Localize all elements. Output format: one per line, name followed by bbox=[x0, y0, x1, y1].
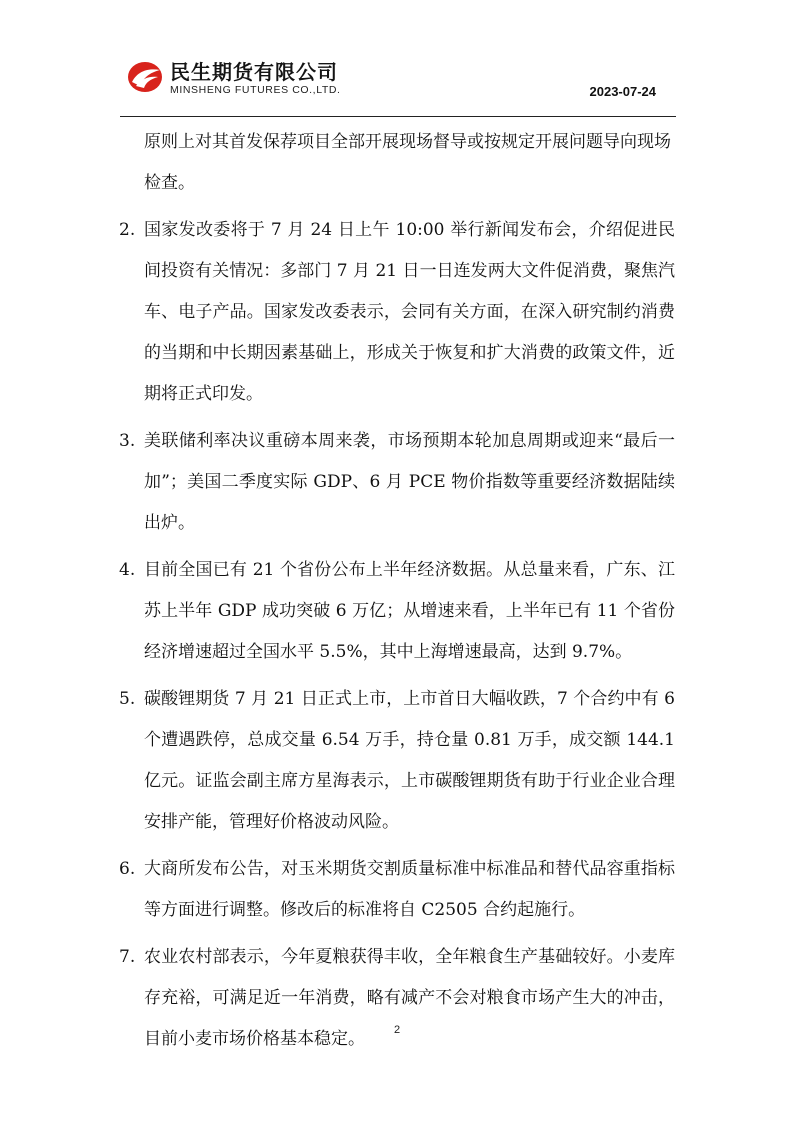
page-number: 2 bbox=[393, 1024, 401, 1036]
item-text: 碳酸锂期货 7 月 21 日正式上市，上市首日大幅收跌，7 个合约中有 6 个遭遇跌停，总成交量 6.54 万手，持仓量 0.81 万手，成交额 144.1 亿元。证监会副主席方星海表示，上市碳酸锂期货有助于行业企业合理安排产能，管理好价格波动风险。 bbox=[144, 689, 675, 832]
item-number: 5. bbox=[119, 689, 136, 709]
item-number: 2. bbox=[119, 220, 136, 240]
item-number: 3. bbox=[119, 431, 136, 451]
company-logo-icon bbox=[126, 60, 164, 94]
report-date: 2023-07-24 bbox=[589, 84, 656, 99]
news-item bbox=[119, 421, 675, 544]
item-number: 6. bbox=[119, 859, 136, 879]
news-item bbox=[119, 679, 675, 843]
item-text: 国家发改委将于 7 月 24 日上午 10:00 举行新闻发布会，介绍促进民间投资有关情况：多部门 7 月 21 日一日连发两大文件促消费，聚焦汽车、电子产品。国家发改委表示，会同有关方面，在深入研究制约消费的当期和中长期因素基础上，形成关于恢复和扩大消费的政策文件，近期将正式印发。 bbox=[144, 220, 675, 404]
header-divider bbox=[120, 116, 676, 117]
item-text: 农业农村部表示，今年夏粮获得丰收，全年粮食生产基础较好。小麦库存充裕，可满足近一年消费，略有减产不会对粮食市场产生大的冲击，目前小麦市场价格基本稳定。 bbox=[144, 947, 675, 1049]
item-text: 目前全国已有 21 个省份公布上半年经济数据。从总量来看，广东、江苏上半年 GDP 成功突破 6 万亿；从增速来看，上半年已有 11 个省份经济增速超过全国水平 5.5%，其中上海增速最高，达到 9.7%。 bbox=[144, 560, 675, 662]
item-number: 7. bbox=[119, 947, 136, 967]
item-text: 大商所发布公告，对玉米期货交割质量标准中标准品和替代品容重指标等方面进行调整。修改后的标准将自 C2505 合约起施行。 bbox=[144, 859, 675, 920]
company-name-cn: 民生期货有限公司 bbox=[170, 60, 338, 84]
continued-paragraph: 原则上对其首发保荐项目全部开展现场督导或按规定开展问题导向现场检查。 bbox=[144, 132, 671, 193]
item-number: 4. bbox=[119, 560, 136, 580]
company-logo bbox=[126, 56, 366, 100]
news-item bbox=[119, 849, 675, 931]
news-item bbox=[119, 210, 675, 415]
page-header bbox=[120, 52, 676, 118]
news-item bbox=[119, 937, 675, 1060]
item-text: 美联储利率决议重磅本周来袭，市场预期本轮加息周期或迎来“最后一加”；美国二季度实际 GDP、6 月 PCE 物价指数等重要经济数据陆续出炉。 bbox=[144, 431, 675, 533]
news-item bbox=[119, 550, 675, 673]
company-name-en: MINSHENG FUTURES CO.,LTD. bbox=[170, 84, 341, 96]
news-content bbox=[119, 122, 675, 1066]
